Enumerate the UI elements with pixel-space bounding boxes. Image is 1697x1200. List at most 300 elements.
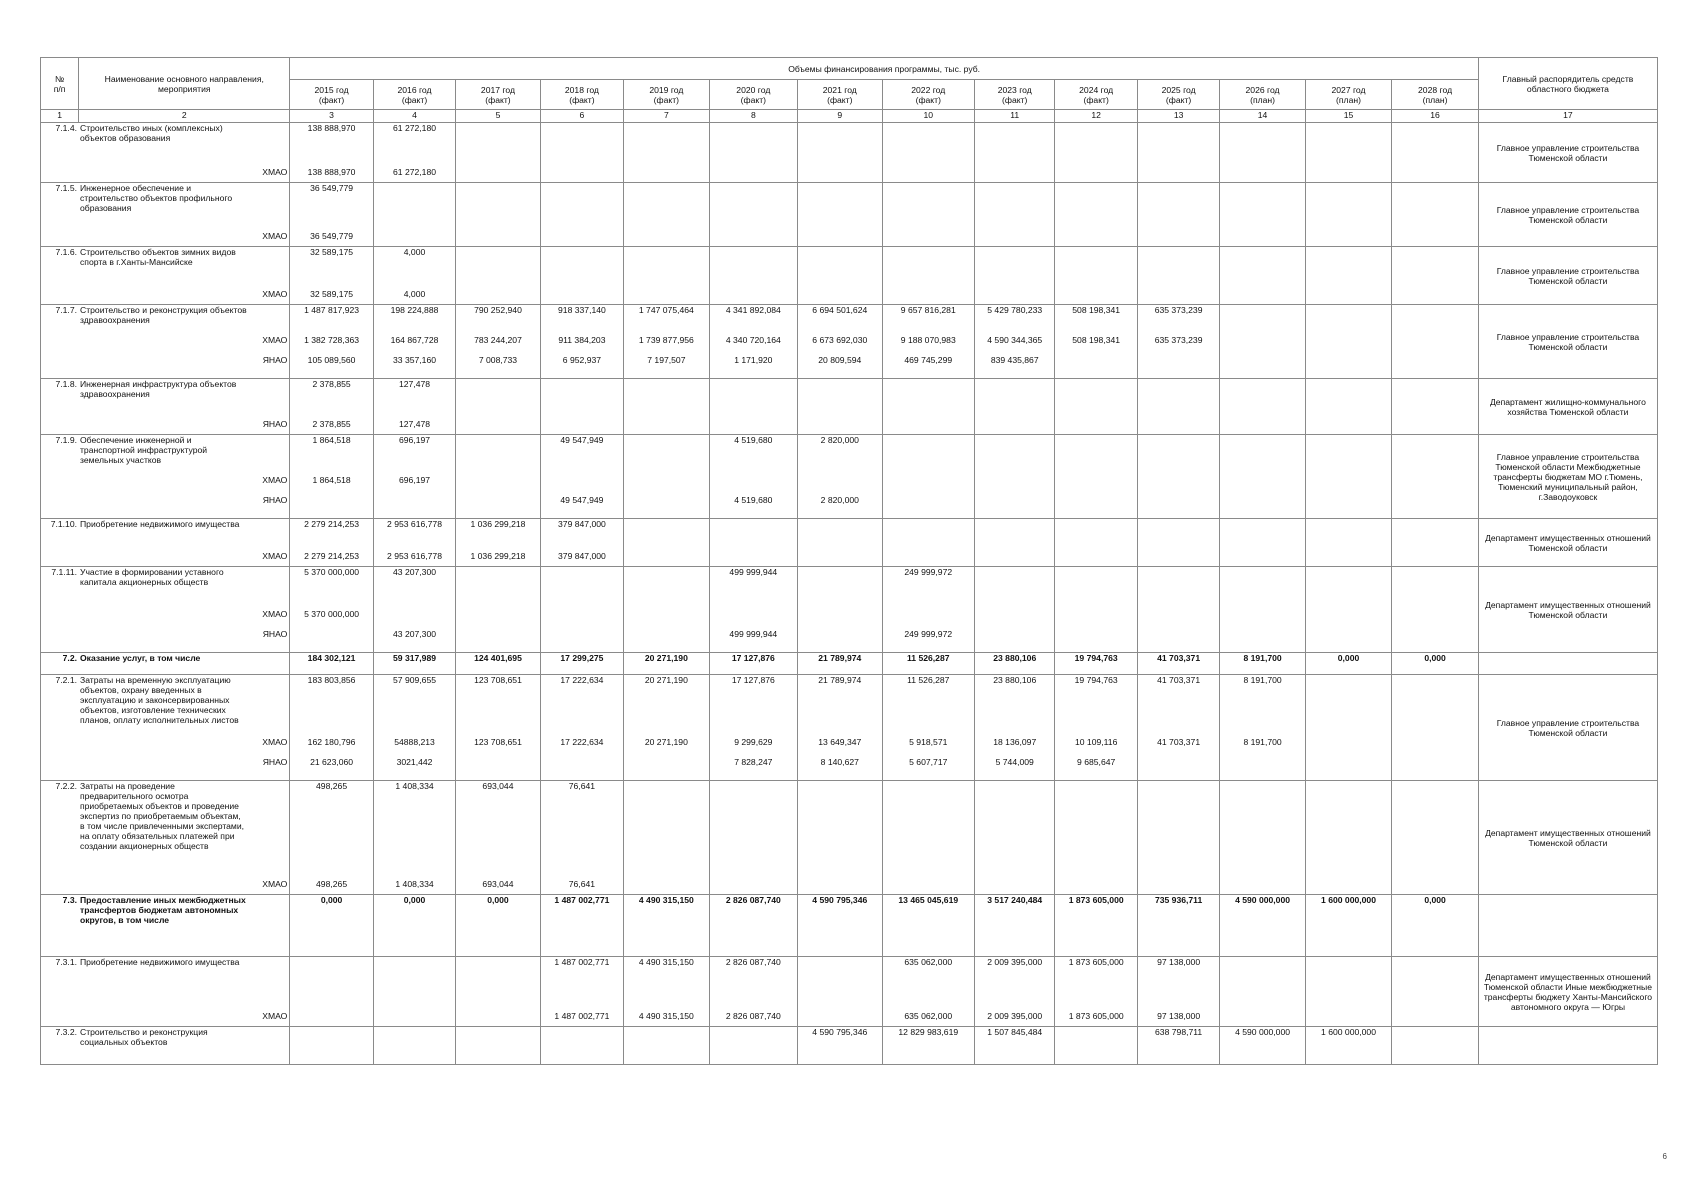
value-cell [624, 183, 709, 247]
value-cell: 23 880,106 [975, 653, 1055, 675]
value-cell: 2 820,000 2 820,000 [798, 435, 882, 519]
header-year: 2028 год (план) [1392, 80, 1479, 110]
value-cell: 1 507 845,484 [975, 1027, 1055, 1065]
value-cell: 2 826 087,740 2 826 087,740 [709, 957, 797, 1027]
value-cell: 1 864,518 1 864,518 [290, 435, 373, 519]
value-cell [1305, 957, 1391, 1027]
table-row [41, 957, 1658, 1027]
value-cell: 638 798,711 [1137, 1027, 1219, 1065]
value-cell [798, 247, 882, 305]
value-cell [1392, 781, 1479, 895]
value-cell [540, 1027, 623, 1065]
region-label: ЯНАО [262, 757, 288, 767]
value-cell [290, 1027, 373, 1065]
value-cell [1220, 435, 1305, 519]
value-cell: 41 703,371 [1137, 653, 1219, 675]
value-cell: 735 936,711 [1137, 895, 1219, 957]
value-cell [882, 123, 975, 183]
manager-cell: Главное управление строительства Тюменской области [1478, 675, 1657, 781]
region-label: ХМАО [262, 289, 288, 299]
region-label: ХМАО [262, 879, 288, 889]
value-cell [1392, 183, 1479, 247]
value-cell [1137, 435, 1219, 519]
header-year: 2024 год (факт) [1055, 80, 1137, 110]
value-cell [1137, 567, 1219, 653]
value-cell [709, 183, 797, 247]
value-cell [1305, 379, 1391, 435]
row-code: 7.3.1. [55, 957, 77, 967]
value-cell [373, 957, 455, 1027]
header-year: 2023 год (факт) [975, 80, 1055, 110]
row-title: Инженерное обеспечение и строительство объектов профильного образования [80, 183, 233, 213]
value-cell: 59 317,989 [373, 653, 455, 675]
value-cell [975, 567, 1055, 653]
value-cell [1055, 781, 1137, 895]
value-cell [624, 1027, 709, 1065]
value-cell [1305, 519, 1391, 567]
value-cell [1055, 123, 1137, 183]
header-year: 2021 год (факт) [798, 80, 882, 110]
value-cell [1220, 123, 1305, 183]
value-cell: 499 999,944 499 999,944 [709, 567, 797, 653]
region-label: ХМАО [262, 1011, 288, 1021]
value-cell [1220, 183, 1305, 247]
region-label: ХМАО [262, 551, 288, 561]
value-cell: 20 271,190 20 271,190 [624, 675, 709, 781]
value-cell [540, 247, 623, 305]
row-name [41, 1027, 290, 1065]
value-cell: 508 198,341 508 198,341 [1055, 305, 1137, 379]
value-cell: 1 747 075,464 1 739 877,956 7 197,507 [624, 305, 709, 379]
value-cell: 32 589,175 32 589,175 [290, 247, 373, 305]
value-cell: 790 252,940 783 244,207 7 008,733 [456, 305, 540, 379]
value-cell: 138 888,970 138 888,970 [290, 123, 373, 183]
value-cell: 1 487 002,771 1 487 002,771 [540, 957, 623, 1027]
row-name [41, 305, 290, 379]
value-cell [624, 781, 709, 895]
value-cell: 184 302,121 [290, 653, 373, 675]
value-cell: 0,000 [1392, 653, 1479, 675]
value-cell [882, 519, 975, 567]
value-cell: 43 207,300 43 207,300 [373, 567, 455, 653]
value-cell: 4 590 000,000 [1220, 1027, 1305, 1065]
value-cell: 2 378,855 2 378,855 [290, 379, 373, 435]
header-year: 2015 год (факт) [290, 80, 373, 110]
value-cell: 498,265 498,265 [290, 781, 373, 895]
value-cell [798, 379, 882, 435]
value-cell: 3 517 240,484 [975, 895, 1055, 957]
value-cell [456, 435, 540, 519]
header-num: № п/п [41, 58, 79, 110]
value-cell: 9 657 816,281 9 188 070,983 469 745,299 [882, 305, 975, 379]
value-cell: 1 600 000,000 [1305, 1027, 1391, 1065]
column-number: 14 [1220, 110, 1305, 123]
value-cell [798, 567, 882, 653]
value-cell: 249 999,972 249 999,972 [882, 567, 975, 653]
value-cell: 0,000 [456, 895, 540, 957]
value-cell [540, 567, 623, 653]
value-cell: 124 401,695 [456, 653, 540, 675]
table-row [41, 567, 1658, 653]
header-year: 2017 год (факт) [456, 80, 540, 110]
column-number: 6 [540, 110, 623, 123]
table-row [41, 519, 1658, 567]
manager-cell [1478, 653, 1657, 675]
row-title: Приобретение недвижимого имущества [80, 957, 240, 967]
value-cell: 20 271,190 [624, 653, 709, 675]
row-name [41, 123, 290, 183]
manager-cell [1478, 1027, 1657, 1065]
value-cell [456, 379, 540, 435]
value-cell: 1 408,334 1 408,334 [373, 781, 455, 895]
header-year: 2022 год (факт) [882, 80, 975, 110]
value-cell [1055, 379, 1137, 435]
value-cell: 693,044 693,044 [456, 781, 540, 895]
value-cell: 11 526,287 5 918,571 5 607,717 [882, 675, 975, 781]
column-number: 8 [709, 110, 797, 123]
row-code: 7.1.6. [55, 247, 77, 257]
value-cell: 1 036 299,218 1 036 299,218 [456, 519, 540, 567]
value-cell: 1 873 605,000 [1055, 895, 1137, 957]
column-number: 4 [373, 110, 455, 123]
value-cell: 379 847,000 379 847,000 [540, 519, 623, 567]
column-number: 17 [1478, 110, 1657, 123]
value-cell [1220, 957, 1305, 1027]
row-code: 7.3.2. [55, 1027, 77, 1037]
value-cell [882, 435, 975, 519]
table-row [41, 379, 1658, 435]
value-cell: 0,000 [290, 895, 373, 957]
value-cell: 1 873 605,000 1 873 605,000 [1055, 957, 1137, 1027]
header-name: Наименование основного направления, мероприятия [79, 58, 290, 110]
column-number: 2 [79, 110, 290, 123]
value-cell [1392, 1027, 1479, 1065]
value-cell: 4 590 000,000 [1220, 895, 1305, 957]
column-number: 5 [456, 110, 540, 123]
header-year: 2025 год (факт) [1137, 80, 1219, 110]
row-title: Предоставление иных межбюджетных трансфертов бюджетам автономных округов, в том числе [80, 895, 246, 925]
value-cell [1220, 379, 1305, 435]
value-cell: 17 127,876 [709, 653, 797, 675]
value-cell: 19 794,763 [1055, 653, 1137, 675]
value-cell: 635 062,000 635 062,000 [882, 957, 975, 1027]
value-cell [975, 781, 1055, 895]
value-cell [882, 379, 975, 435]
value-cell: 2 953 616,778 2 953 616,778 [373, 519, 455, 567]
value-cell: 183 803,856 162 180,796 21 623,060 [290, 675, 373, 781]
page-number: 6 [1662, 1152, 1667, 1161]
value-cell: 1 487 817,923 1 382 728,363 105 089,560 [290, 305, 373, 379]
manager-cell: Департамент имущественных отношений Тюменской области [1478, 781, 1657, 895]
region-label: ХМАО [262, 737, 288, 747]
manager-cell: Главное управление строительства Тюменской области [1478, 123, 1657, 183]
value-cell: 4 341 892,084 4 340 720,164 1 171,920 [709, 305, 797, 379]
manager-cell: Главное управление строительства Тюменской области [1478, 247, 1657, 305]
header-volume: Объемы финансирования программы, тыс. руб. [290, 58, 1479, 80]
table-row [41, 305, 1658, 379]
value-cell [456, 957, 540, 1027]
value-cell [975, 435, 1055, 519]
region-label: ЯНАО [262, 355, 288, 365]
value-cell [456, 1027, 540, 1065]
value-cell: 635 373,239 635 373,239 [1137, 305, 1219, 379]
column-number: 12 [1055, 110, 1137, 123]
region-label: ХМАО [262, 231, 288, 241]
value-cell [1305, 247, 1391, 305]
value-cell [709, 519, 797, 567]
value-cell [1305, 183, 1391, 247]
header-year: 2018 год (факт) [540, 80, 623, 110]
region-label: ХМАО [262, 335, 288, 345]
column-number: 13 [1137, 110, 1219, 123]
value-cell [1137, 123, 1219, 183]
value-cell [456, 567, 540, 653]
value-cell: 5 370 000,000 5 370 000,000 [290, 567, 373, 653]
column-number: 9 [798, 110, 882, 123]
manager-cell: Главное управление строительства Тюменской области [1478, 183, 1657, 247]
value-cell: 4 590 795,346 [798, 895, 882, 957]
value-cell: 12 829 983,619 [882, 1027, 975, 1065]
value-cell: 49 547,949 49 547,949 [540, 435, 623, 519]
table-row [41, 675, 1658, 781]
manager-cell: Департамент жилищно-коммунального хозяйства Тюменской области [1478, 379, 1657, 435]
row-name [41, 895, 290, 957]
value-cell: 8 191,700 [1220, 653, 1305, 675]
value-cell [882, 183, 975, 247]
table-row [41, 123, 1658, 183]
header-manager: Главный распорядитель средств областного бюджета [1478, 58, 1657, 110]
header-year: 2020 год (факт) [709, 80, 797, 110]
value-cell [1392, 567, 1479, 653]
row-title: Инженерная инфраструктура объектов здравоохранения [80, 379, 237, 399]
value-cell [1137, 781, 1219, 895]
value-cell [1220, 781, 1305, 895]
row-title: Затраты на проведение предварительного осмотра приобретаемых объектов и проведение экспертиз по приобретаемым объектам, в том числе привлеченными экспертами, на оплату обязательных платежей при создании акционерных обществ [80, 781, 245, 851]
value-cell [1137, 519, 1219, 567]
value-cell: 21 789,974 [798, 653, 882, 675]
row-title: Строительство иных (комплексных) объектов образования [80, 123, 223, 143]
value-cell: 21 789,974 13 649,347 8 140,627 [798, 675, 882, 781]
value-cell [373, 183, 455, 247]
row-name [41, 653, 290, 675]
column-number: 16 [1392, 110, 1479, 123]
row-title: Строительство объектов зимних видов спорта в г.Ханты-Мансийске [80, 247, 236, 267]
value-cell [1392, 305, 1479, 379]
value-cell: 0,000 [1305, 653, 1391, 675]
row-title: Обеспечение инженерной и транспортной инфраструктурой земельных участков [80, 435, 208, 465]
value-cell [1055, 435, 1137, 519]
row-code: 7.2.1. [55, 675, 77, 685]
row-name [41, 675, 290, 781]
value-cell: 1 600 000,000 [1305, 895, 1391, 957]
value-cell: 8 191,700 8 191,700 [1220, 675, 1305, 781]
value-cell [1220, 519, 1305, 567]
value-cell [882, 781, 975, 895]
value-cell [1055, 567, 1137, 653]
table-row [41, 435, 1658, 519]
value-cell [798, 183, 882, 247]
region-label: ХМАО [262, 475, 288, 485]
value-cell: 0,000 [1392, 895, 1479, 957]
value-cell: 6 694 501,624 6 673 692,030 20 809,594 [798, 305, 882, 379]
value-cell [624, 567, 709, 653]
row-title: Приобретение недвижимого имущества [80, 519, 240, 529]
header-year: 2019 год (факт) [624, 80, 709, 110]
column-number: 1 [41, 110, 79, 123]
value-cell: 4,000 4,000 [373, 247, 455, 305]
value-cell: 97 138,000 97 138,000 [1137, 957, 1219, 1027]
value-cell: 23 880,106 18 136,097 5 744,009 [975, 675, 1055, 781]
table-row [41, 183, 1658, 247]
region-label: ХМАО [262, 167, 288, 177]
manager-cell [1478, 895, 1657, 957]
value-cell [882, 247, 975, 305]
value-cell [1137, 183, 1219, 247]
value-cell: 5 429 780,233 4 590 344,365 839 435,867 [975, 305, 1055, 379]
row-code: 7.2. [62, 653, 77, 663]
value-cell [1305, 435, 1391, 519]
row-title: Оказание услуг, в том числе [80, 653, 201, 663]
value-cell [798, 957, 882, 1027]
header-year: 2027 год (план) [1305, 80, 1391, 110]
financing-table [40, 57, 1658, 1065]
table-row [41, 1027, 1658, 1065]
row-code: 7.3. [62, 895, 77, 905]
row-code: 7.1.7. [55, 305, 77, 315]
value-cell: 127,478 127,478 [373, 379, 455, 435]
value-cell [1055, 519, 1137, 567]
value-cell [1392, 247, 1479, 305]
row-name [41, 379, 290, 435]
value-cell [1305, 567, 1391, 653]
value-cell: 19 794,763 10 109,116 9 685,647 [1055, 675, 1137, 781]
table-row [41, 895, 1658, 957]
value-cell [798, 781, 882, 895]
table-row [41, 653, 1658, 675]
row-title: Строительство и реконструкция социальных объектов [80, 1027, 208, 1047]
value-cell [1305, 305, 1391, 379]
manager-cell: Департамент имущественных отношений Тюменской области Иные межбюджетные трансферты бюджету Ханты-Мансийского автономного округа — Югры [1478, 957, 1657, 1027]
value-cell: 36 549,779 36 549,779 [290, 183, 373, 247]
value-cell: 123 708,651 123 708,651 [456, 675, 540, 781]
value-cell [290, 957, 373, 1027]
manager-cell: Департамент имущественных отношений Тюменской области [1478, 519, 1657, 567]
value-cell: 696,197 696,197 [373, 435, 455, 519]
value-cell: 13 465 045,619 [882, 895, 975, 957]
row-code: 7.1.4. [55, 123, 77, 133]
column-number: 11 [975, 110, 1055, 123]
value-cell: 17 299,275 [540, 653, 623, 675]
row-name [41, 519, 290, 567]
value-cell [709, 247, 797, 305]
value-cell: 2 279 214,253 2 279 214,253 [290, 519, 373, 567]
table-row [41, 247, 1658, 305]
value-cell [1392, 675, 1479, 781]
value-cell [709, 1027, 797, 1065]
value-cell: 4 519,680 4 519,680 [709, 435, 797, 519]
value-cell [624, 435, 709, 519]
value-cell [456, 183, 540, 247]
value-cell [798, 519, 882, 567]
manager-cell: Департамент имущественных отношений Тюменской области [1478, 567, 1657, 653]
row-code: 7.1.8. [55, 379, 77, 389]
value-cell: 0,000 [373, 895, 455, 957]
region-label: ЯНАО [262, 495, 288, 505]
value-cell: 918 337,140 911 384,203 6 952,937 [540, 305, 623, 379]
value-cell [1392, 519, 1479, 567]
value-cell: 1 487 002,771 [540, 895, 623, 957]
value-cell: 17 127,876 9 299,629 7 828,247 [709, 675, 797, 781]
value-cell: 2 009 395,000 2 009 395,000 [975, 957, 1055, 1027]
value-cell [1220, 305, 1305, 379]
value-cell [456, 123, 540, 183]
row-name [41, 435, 290, 519]
value-cell [373, 1027, 455, 1065]
value-cell: 4 490 315,150 [624, 895, 709, 957]
row-title: Затраты на временную эксплуатацию объектов, охрану введенных в эксплуатацию и законсервированных объектов, изготовление технических планов, оплату исполнительных листов [80, 675, 239, 725]
value-cell [1220, 567, 1305, 653]
value-cell [1392, 379, 1479, 435]
value-cell [975, 183, 1055, 247]
value-cell [1305, 781, 1391, 895]
value-cell [1137, 247, 1219, 305]
column-number: 7 [624, 110, 709, 123]
value-cell: 4 590 795,346 [798, 1027, 882, 1065]
value-cell [1305, 123, 1391, 183]
value-cell [540, 123, 623, 183]
column-number: 3 [290, 110, 373, 123]
value-cell [624, 379, 709, 435]
value-cell [1392, 435, 1479, 519]
header-year: 2026 год (план) [1220, 80, 1305, 110]
row-code: 7.1.10. [50, 519, 77, 529]
value-cell [709, 123, 797, 183]
value-cell [540, 379, 623, 435]
value-cell [1220, 247, 1305, 305]
manager-cell: Главное управление строительства Тюменской области Межбюджетные трансферты бюджетам МО г.Тюмень, Тюменский муниципальный район, г.Заводоуковск [1478, 435, 1657, 519]
value-cell [1392, 957, 1479, 1027]
header-year: 2016 год (факт) [373, 80, 455, 110]
value-cell: 61 272,180 61 272,180 [373, 123, 455, 183]
row-name [41, 957, 290, 1027]
value-cell: 4 490 315,150 4 490 315,150 [624, 957, 709, 1027]
value-cell [1055, 247, 1137, 305]
value-cell [975, 519, 1055, 567]
value-cell: 2 826 087,740 [709, 895, 797, 957]
value-cell [1305, 675, 1391, 781]
row-name [41, 567, 290, 653]
column-number: 10 [882, 110, 975, 123]
region-label: ЯНАО [262, 419, 288, 429]
value-cell [540, 183, 623, 247]
row-name [41, 781, 290, 895]
value-cell [1137, 379, 1219, 435]
value-cell: 11 526,287 [882, 653, 975, 675]
column-number: 15 [1305, 110, 1391, 123]
row-title: Строительство и реконструкция объектов здравоохранения [80, 305, 247, 325]
value-cell [624, 247, 709, 305]
row-code: 7.1.9. [55, 435, 77, 445]
value-cell [456, 247, 540, 305]
value-cell [975, 123, 1055, 183]
value-cell [709, 379, 797, 435]
value-cell [975, 379, 1055, 435]
value-cell: 57 909,655 54888,213 3021,442 [373, 675, 455, 781]
value-cell [1055, 183, 1137, 247]
value-cell [624, 123, 709, 183]
row-name [41, 247, 290, 305]
value-cell [709, 781, 797, 895]
